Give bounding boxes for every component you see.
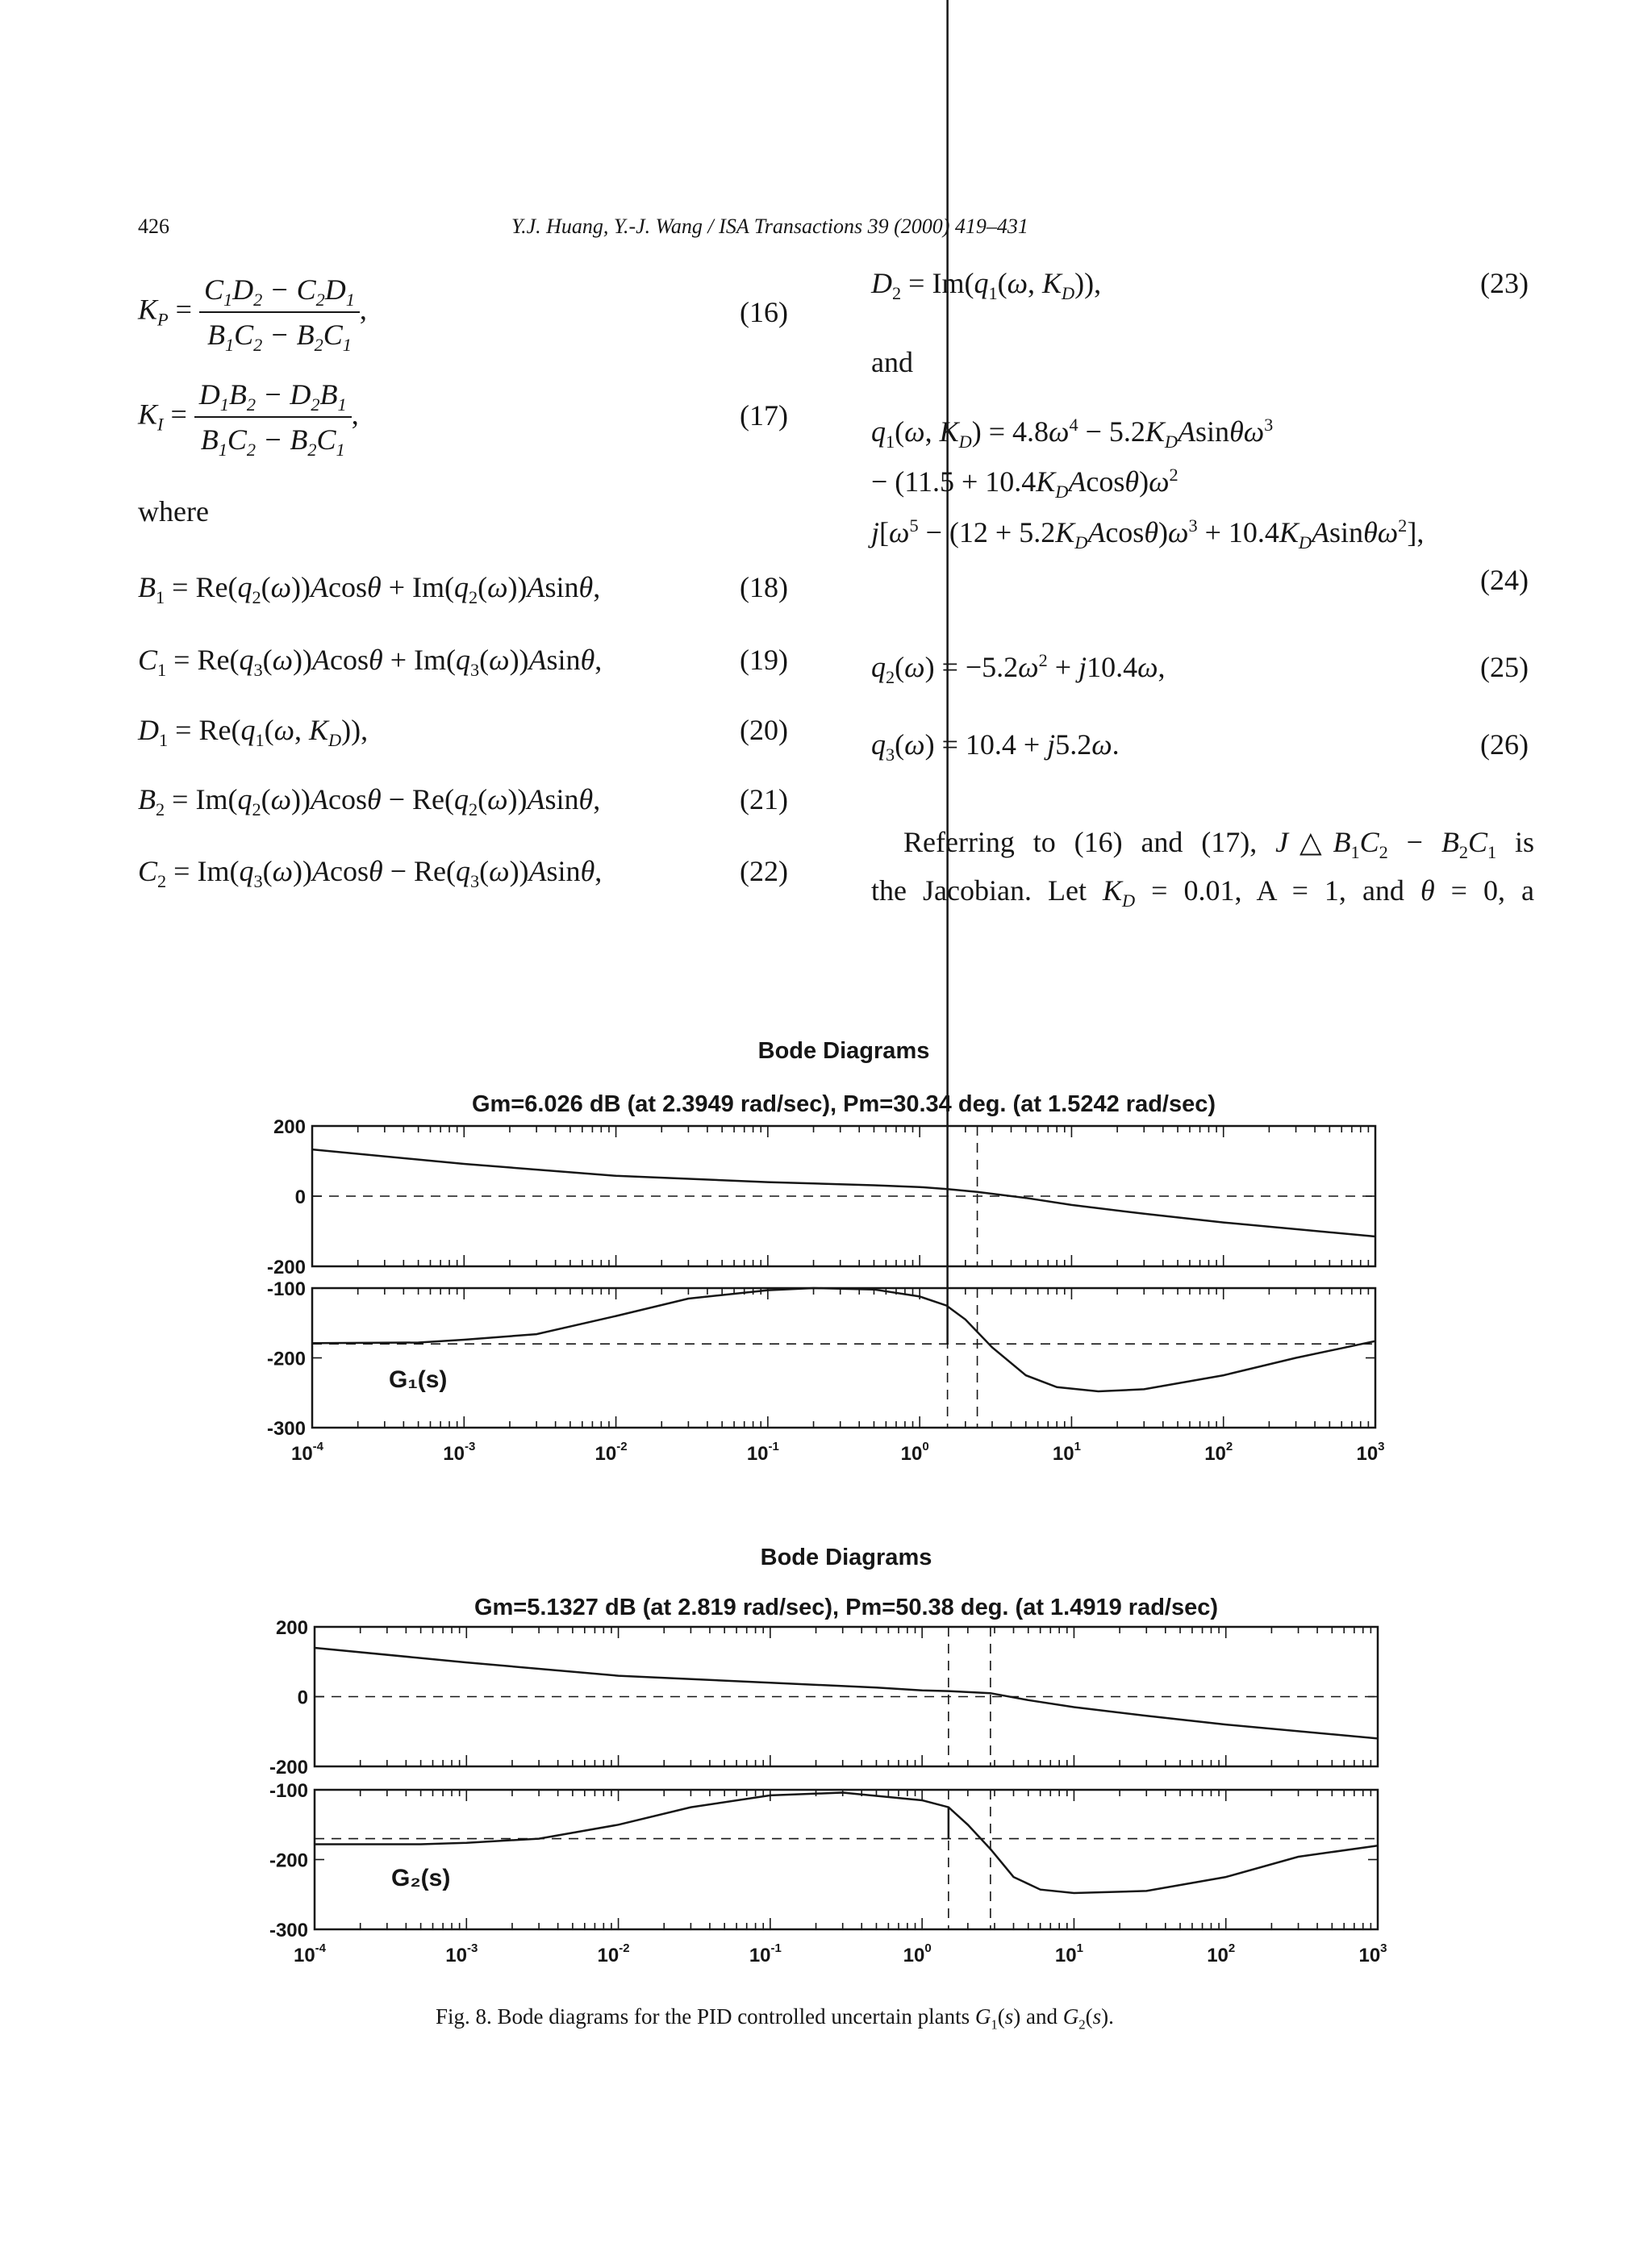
equation-number: (26) [1480,728,1529,761]
magnitude-y-tick-label: 200 [275,1617,308,1639]
phase-y-tick-label: -100 [266,1278,306,1300]
magnitude-y-tick-label: 200 [273,1116,306,1138]
bode-diagram-g2 [269,1545,1387,1966]
equation-number: (18) [740,571,788,603]
equation-16: $K_P$ = $\frac{C_1D_2 - C_2D_1}{B_1C_2 - B_2C_1}$ , [138,273,367,356]
equation-25: $q_2(\omega) = -5.2\omega^2 + j10.4\omega$, [871,650,1166,688]
paragraph-line-2: the Jacobian. Let $K_D = 0.01$, A = 1, and θ = 0, a [871,874,1535,911]
x-tick-label: $10^1$ [1052,1440,1081,1465]
where-word: where [138,495,209,528]
equation-number: (20) [740,714,788,746]
x-tick-label: $10^0$ [900,1440,929,1465]
chart-title: Bode Diagrams [757,1038,930,1064]
x-tick-label: $10^{-3}$ [443,1440,476,1465]
equation-number: (21) [740,783,788,815]
chart-subtitle: Gm=5.1327 dB (at 2.819 rad/sec), Pm=50.38 deg. (at 1.4919 rad/sec) [473,1595,1219,1620]
phase-y-tick-label: -100 [269,1780,308,1802]
equation-23: $D_2 = Im(q_1(\omega$, $K_D$)), [871,267,1102,304]
phase-y-tick-label: -200 [269,1849,308,1872]
phase-y-tick-label: -200 [266,1348,306,1370]
equation-20: $D_1 = Re(q_1(\omega$, $K_D$)), [138,714,369,751]
equation-22: $C_2 = Im(q_3(\omega))Acos\theta - Re(q_3(\omega))Asin\theta$, [138,855,603,892]
phase-curve [312,1288,1375,1391]
x-tick-label: $10^3$ [1358,1941,1387,1966]
chart-title: Bode Diagrams [760,1545,932,1570]
phase-curve [315,1793,1378,1894]
equation-number: (19) [740,644,788,676]
running-title: Y.J. Huang, Y.-J. Wang / ISA Transactions 39 (2000) 419–431 [511,215,1028,238]
x-tick-label: $10^1$ [1054,1941,1083,1966]
magnitude-y-tick-label: 0 [297,1687,308,1709]
phase-axes-frame [315,1790,1378,1929]
equation-24-line2: − $(11.5 + 10.4K_DAcos\theta)\omega^2$ [871,465,1179,502]
equation-number: (24) [1480,564,1529,596]
x-tick-label: $10^{-3}$ [445,1941,478,1966]
equation-26: $q_3(\omega) = 10.4 + j5.2\omega$. [871,728,1120,765]
equation-19: $C_1 = Re(q_3(\omega))Acos\theta + Im(q_3(\omega))Asin\theta$, [138,644,603,681]
equation-number: (22) [740,855,788,887]
equation-number: (25) [1480,651,1529,683]
magnitude-curve [312,1149,1375,1236]
equation-number: (17) [740,399,788,432]
x-tick-label: $10^2$ [1204,1440,1233,1465]
chart-subtitle: Gm=6.026 dB (at 2.3949 rad/sec), Pm=30.34 deg. (at 1.5242 rad/sec) [471,1091,1216,1117]
equation-number: (16) [740,296,788,328]
x-tick-label: $10^{-4}$ [293,1941,327,1966]
x-tick-label: $10^2$ [1207,1941,1236,1966]
x-tick-label: $10^{-2}$ [594,1440,628,1465]
equation-21: $B_2 = Im(q_2(\omega))Acos\theta - Re(q_2(\omega))Asin\theta$, [138,783,601,820]
figure-caption: Fig. 8. Bode diagrams for the PID controlled uncertain plants $G_1(s)$ and $G_2(s)$. [436,2004,1114,2033]
and-word: and [871,346,913,378]
equation-17: $K_I$ = $\frac{D_1B_2 - D_2B_1}{B_1C_2 - B_2C_1}$ , [138,378,359,461]
plant-label: G₂(s) [391,1865,451,1891]
x-tick-label: $10^{-2}$ [597,1941,630,1966]
bode-diagram-g1 [267,0,1385,1465]
magnitude-curve [315,1648,1378,1738]
magnitude-y-tick-label: -200 [269,1757,308,1779]
equation-24-line1: $q_1(\omega$, $K_D) = 4.8\omega^4 - 5.2K_DAsin\theta\omega^3$ [871,415,1274,452]
x-tick-label: $10^{-4}$ [290,1440,324,1465]
equation-18: $B_1 = Re(q_2(\omega))Acos\theta + Im(q_2(\omega))Asin\theta$, [138,571,601,608]
plant-label: G₁(s) [389,1366,448,1393]
phase-y-tick-label: -300 [266,1418,306,1440]
x-tick-label: $10^3$ [1356,1440,1385,1465]
page-number: 426 [138,215,169,238]
magnitude-y-tick-label: 0 [294,1186,306,1208]
x-tick-label: $10^0$ [903,1941,932,1966]
paragraph-line-1: Referring to (16) and (17), $J\triangle B_1C_2 - B_2C_1$ is [903,826,1534,863]
x-tick-label: $10^{-1}$ [746,1440,779,1465]
x-tick-label: $10^{-1}$ [749,1941,782,1966]
equation-number: (23) [1480,267,1529,299]
phase-axes-frame [312,1288,1375,1428]
magnitude-y-tick-label: -200 [266,1257,306,1278]
equation-24-line3: $j[\omega^5 - (12 + 5.2K_DAcos\theta)\omega^3 + 10.4K_DAsin\theta\omega^2]$, [871,515,1425,553]
phase-y-tick-label: -300 [269,1920,308,1941]
